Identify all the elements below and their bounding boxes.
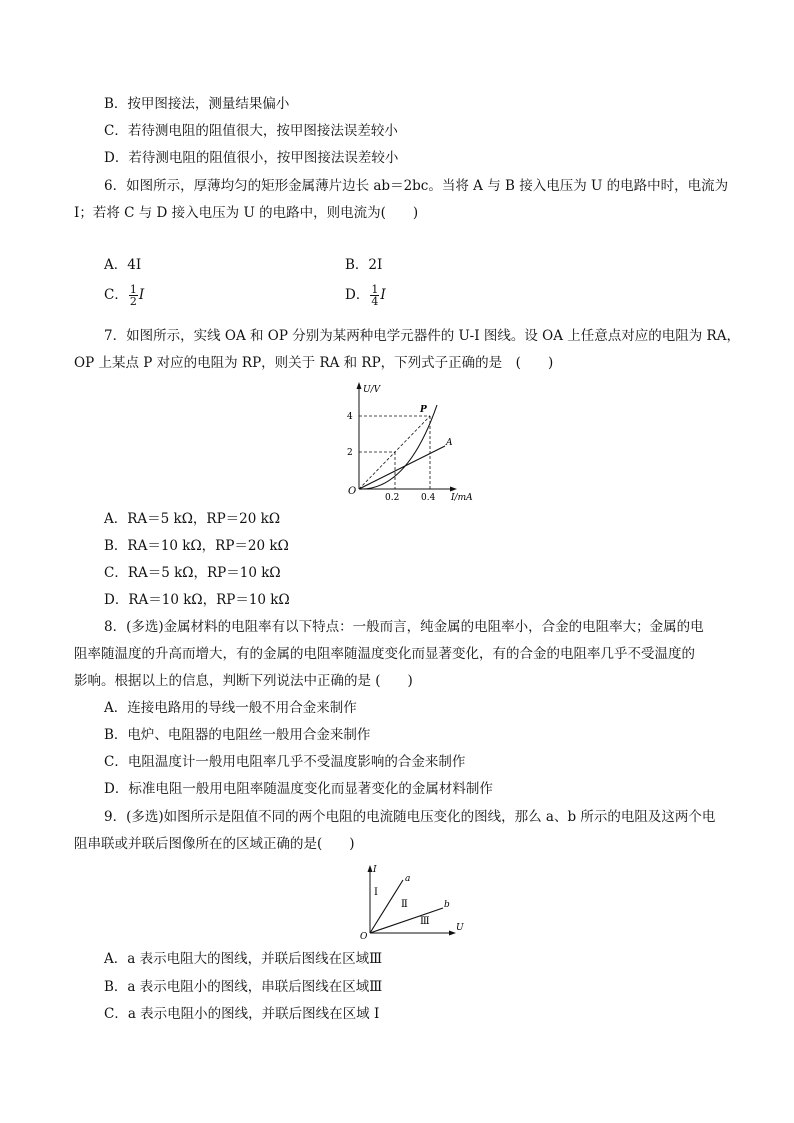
q8-option-d: D．标准电阻一般用电阻率随温度变化而显著变化的金属材料制作: [104, 781, 493, 797]
q5-option-c: C．若待测电阻的阻值很大，按甲图接法误差较小: [104, 123, 398, 139]
x-axis-arrow-icon: [449, 931, 456, 936]
x-axis-label: I/mA: [451, 493, 473, 503]
y-axis-arrow-icon: [368, 865, 373, 872]
q6-option-a: A．4I: [104, 257, 142, 273]
x-tick-0.2: 0.2: [385, 493, 400, 503]
y-tick-2: 2: [347, 448, 353, 458]
x-axis-label: U: [456, 923, 464, 933]
q8-option-b: B．电炉、电阻器的电阻丝一般用合金来制作: [104, 727, 371, 743]
line-b: [370, 908, 443, 933]
line-b-label: b: [444, 900, 450, 910]
q6-option-c-fraction: [129, 284, 138, 307]
q7-option-d: D．RA＝10 kΩ，RP＝10 kΩ: [104, 592, 290, 608]
region-1-label: Ⅰ: [374, 887, 378, 898]
q9-option-a: A．a 表示电阻大的图线，并联后图线在区域Ⅲ: [104, 951, 383, 967]
secant-line-op: [359, 416, 430, 489]
q6-option-d-fraction: [370, 284, 379, 307]
line-oa: [359, 446, 445, 489]
q7-option-a: A．RA＝5 kΩ，RP＝20 kΩ: [104, 511, 281, 527]
q6-stem-line2: I；若将 C 与 D 接入电压为 U 的电路中，则电流为( ): [74, 205, 419, 221]
fraction-denominator: 4: [371, 295, 379, 308]
q7-stem-line1: 7．如图所示，实线 OA 和 OP 分别为某两种电学元器件的 U-I 图线。设 OA 上任意点对应的电阻为 RA，: [104, 328, 740, 344]
q7-option-c: C．RA＝5 kΩ，RP＝10 kΩ: [104, 565, 281, 581]
q7-ui-graph: [335, 378, 485, 503]
q6-stem-line1: 6．如图所示，厚薄均匀的矩形金属薄片边长 ab＝2bc。当将 A 与 B 接入电压为 U 的电路中时，电流为: [104, 178, 729, 194]
y-axis-label: U/V: [363, 385, 381, 395]
q8-stem-line1: 8．(多选)金属材料的电阻率有以下特点：一般而言，纯金属的电阻率小，合金的电阻率大；金属的电: [104, 619, 704, 635]
q9-option-b: B．a 表示电阻小的图线，串联后图线在区域Ⅲ: [104, 979, 383, 995]
fraction-denominator: 2: [129, 295, 137, 308]
q5-option-d: D．若待测电阻的阻值很小，按甲图接法误差较小: [104, 150, 399, 166]
x-tick-0.4: 0.4: [421, 493, 436, 503]
region-3-label: Ⅲ: [420, 916, 430, 927]
q8-stem-line2: 阻率随温度的升高而增大，有的金属的电阻率随温度变化而显著变化，有的合金的电阻率几乎不受温度的: [74, 646, 695, 662]
y-axis-label: I: [373, 865, 377, 875]
q6-option-d-suffix: I: [380, 287, 386, 303]
fraction-numerator: 1: [129, 283, 137, 296]
q9-option-c: C．a 表示电阻小的图线，并联后图线在区域 I: [104, 1006, 380, 1022]
q5-option-b: B．按甲图接法，测量结果偏小: [104, 96, 290, 112]
q8-option-a: A．连接电路用的导线一般不用合金来制作: [104, 700, 357, 716]
fraction-numerator: 1: [371, 283, 379, 296]
q9-stem-line2: 阻串联或并联后图像所在的区域正确的是( ): [74, 836, 355, 852]
x-axis-arrow-icon: [450, 487, 457, 492]
q9-stem-line1: 9．(多选)如图所示是阻值不同的两个电阻的电流随电压变化的图线，那么 a、b 所示的电阻及这两个电: [104, 809, 716, 825]
q6-option-d: [345, 284, 386, 307]
q6-option-b: B．2I: [345, 257, 383, 273]
y-tick-4: 4: [347, 412, 353, 422]
origin-label: O: [348, 486, 357, 497]
q6-option-d-prefix: D．: [345, 287, 370, 303]
point-p-label: P: [420, 405, 427, 415]
q6-option-c: [104, 284, 144, 307]
q8-option-c: C．电阻温度计一般用电阻率几乎不受温度影响的合金来制作: [104, 754, 466, 770]
q8-stem-line3: 影响。根据以上的信息，判断下列说法中正确的是 ( ): [74, 673, 413, 689]
point-a-label: A: [446, 438, 453, 448]
q7-stem-line2: OP 上某点 P 对应的电阻为 RP，则关于 RA 和 RP，下列式子正确的是 ( ): [74, 355, 554, 371]
q6-option-c-suffix: I: [138, 287, 145, 303]
origin-label: O: [360, 932, 368, 940]
q9-iu-graph: [350, 860, 470, 940]
line-a-label: a: [405, 874, 411, 884]
q7-option-b: B．RA＝10 kΩ，RP＝20 kΩ: [104, 538, 289, 554]
q6-option-c-prefix: C．: [104, 287, 128, 303]
y-axis-arrow-icon: [357, 382, 362, 389]
region-2-label: Ⅱ: [401, 899, 408, 910]
